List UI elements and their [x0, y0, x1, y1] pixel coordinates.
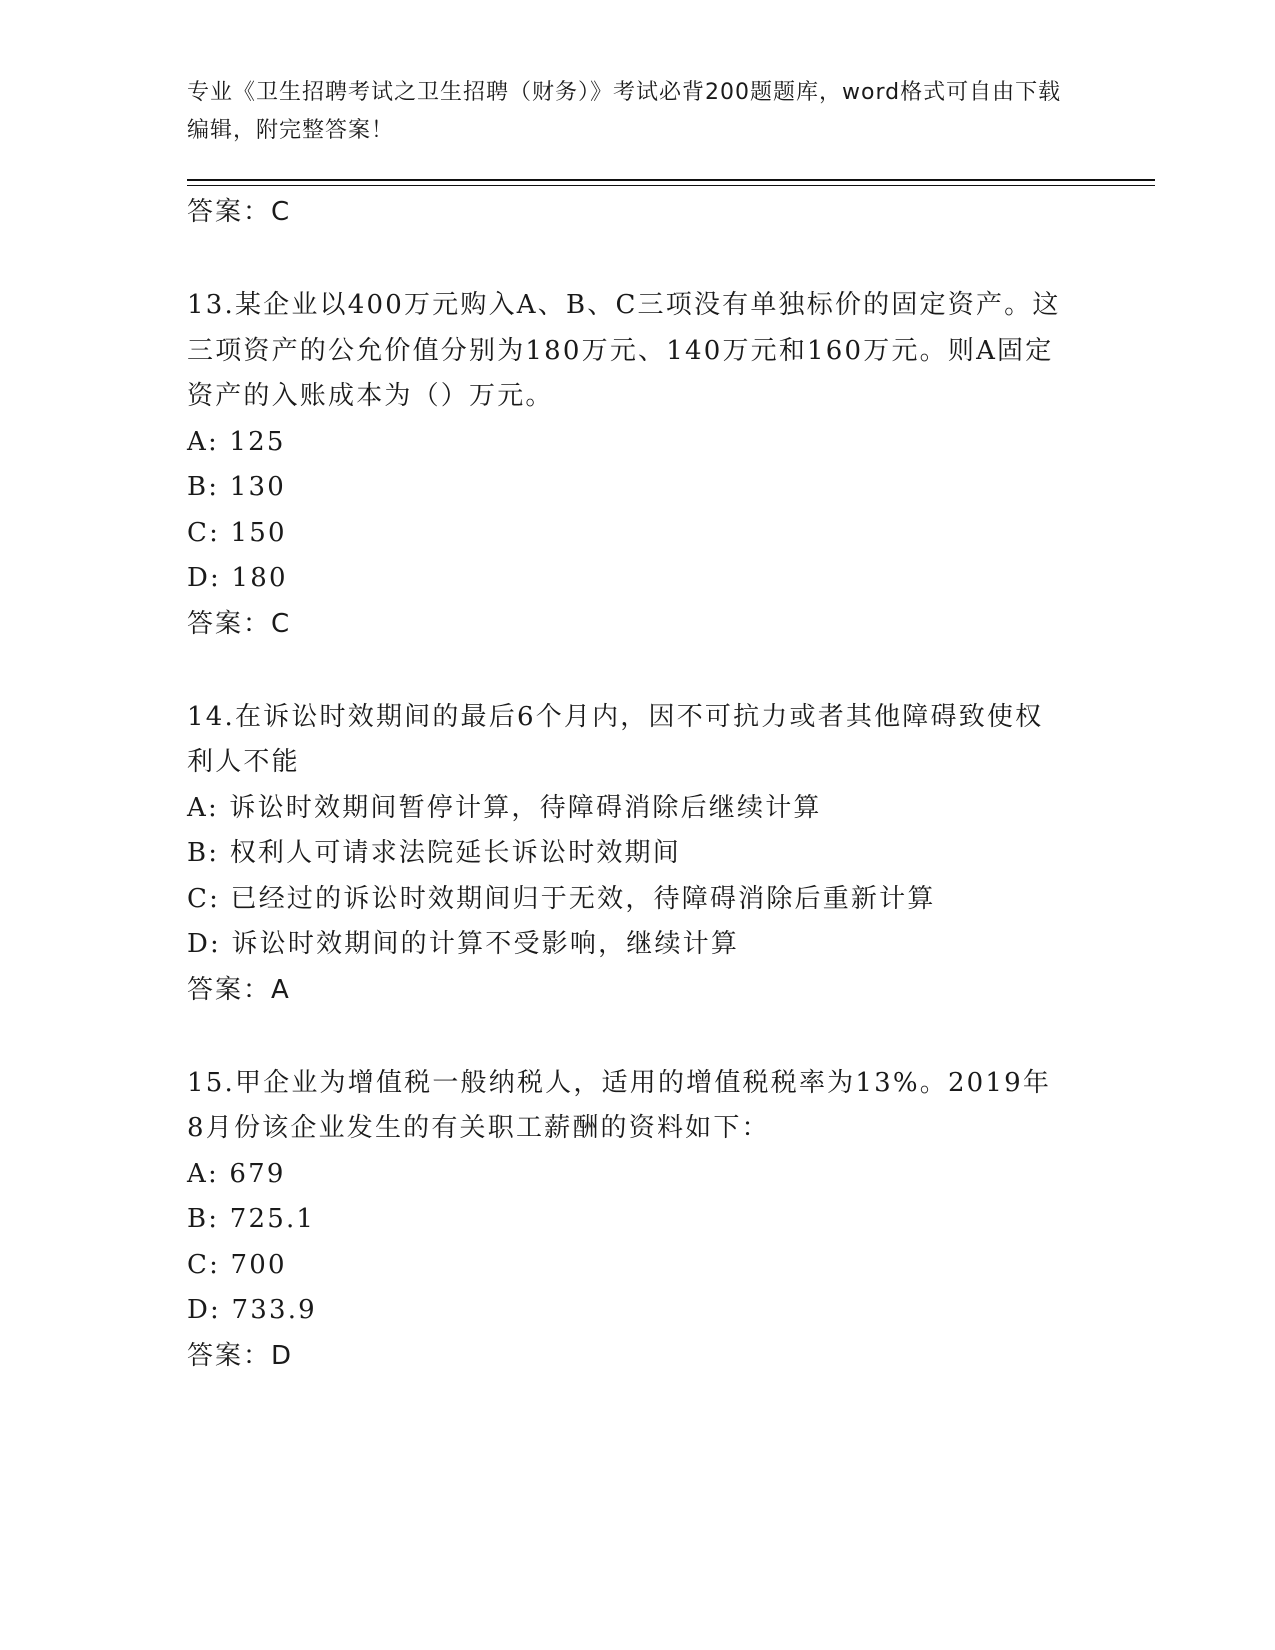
question-14-option-b: B: 权利人可请求法院延长诉讼时效期间: [187, 838, 681, 868]
document-body: [187, 190, 1087, 1379]
question-15-option-d: D: 733.9: [187, 1295, 317, 1325]
question-13-option-d: D: 180: [187, 563, 288, 593]
question-15-answer: 答案：D: [187, 1340, 294, 1371]
question-15-option-c: C: 700: [187, 1249, 287, 1280]
question-14-option-a: A: 诉讼时效期间暂停计算，待障碍消除后继续计算: [187, 792, 822, 823]
question-13-option-c: C: 150: [187, 517, 287, 548]
previous-answer: 答案：C: [187, 197, 292, 227]
question-13-option-a: A: 125: [187, 426, 286, 457]
question-15-option-b: B: 725.1: [187, 1204, 316, 1234]
question-14-answer: 答案：A: [187, 974, 291, 1005]
question-13: 13.某企业以400万元购入A、B、C三项没有单独标价的固定资产。这三项资产的公允价值分别为180万元、140万元和160万元。则A固定资产的入账成本为（）万元。: [187, 290, 1061, 411]
question-15-option-a: A: 679: [187, 1158, 286, 1189]
document-header: 专业《卫生招聘考试之卫生招聘（财务）》考试必背200题题库，word格式可自由下载编辑，附完整答案！: [187, 80, 1062, 143]
header-rule-thin: [187, 185, 1155, 186]
question-14-option-c: C: 已经过的诉讼时效期间归于无效，待障碍消除后重新计算: [187, 883, 936, 914]
question-13-option-b: B: 130: [187, 472, 286, 502]
header-rule-thick: [187, 179, 1155, 181]
question-15: 15.甲企业为增值税一般纳税人，适用的增值税税率为13%。2019年8月份该企业发生的有关职工薪酬的资料如下：: [187, 1067, 1052, 1143]
question-14: 14.在诉讼时效期间的最后6个月内，因不可抗力或者其他障碍致使权利人不能: [187, 701, 1044, 777]
question-13-answer: 答案：C: [187, 608, 292, 639]
question-14-option-d: D: 诉讼时效期间的计算不受影响，继续计算: [187, 929, 740, 959]
